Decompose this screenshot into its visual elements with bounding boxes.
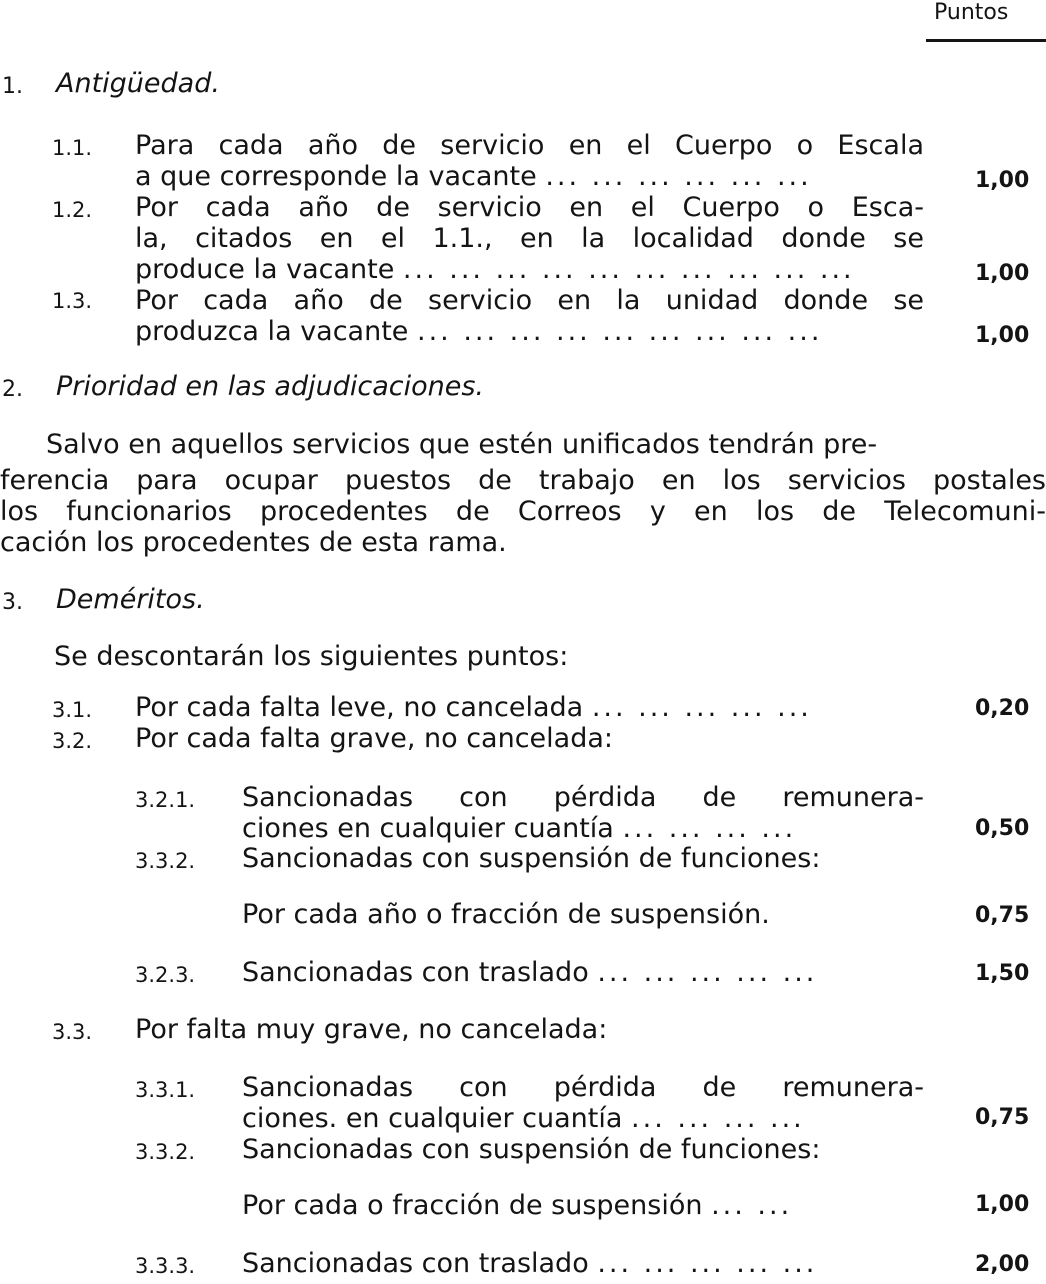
item-1-2-line-1: Por cada año de servicio en el Cuerpo o Esca- <box>135 192 924 223</box>
item-3-3-2-points: 1,00 <box>975 1192 1030 1217</box>
item-3-3-2-text: Sancionadas con suspensión de funciones: <box>242 1134 821 1165</box>
item-3-3-1-text: ciones. en cualquier cuantía <box>242 1103 623 1134</box>
item-3-3-3-number: 3.3.3. <box>135 1254 196 1278</box>
header-rule <box>926 39 1046 42</box>
section-2-paragraph-line-2: ferencia para ocupar puestos de trabajo en los servicios postales <box>0 465 1046 496</box>
section-2-number: 2. <box>2 377 23 402</box>
item-3-3-1-points: 0,75 <box>975 1105 1030 1130</box>
item-3-3-3-text: Sancionadas con traslado <box>242 1248 589 1279</box>
item-3-2-1-number: 3.2.1. <box>135 788 196 812</box>
points-column-header: Puntos <box>934 0 1009 25</box>
item-3-2-3-leader: ... ... ... ... ... <box>597 957 818 988</box>
item-1-1-line-2 <box>135 161 812 192</box>
item-3-3-2-number: 3.3.2. <box>135 1140 196 1164</box>
item-1-3-leader: ... ... ... ... ... ... ... ... ... <box>417 316 823 347</box>
item-3-3-1-leader: ... ... ... ... <box>631 1103 805 1134</box>
item-1-1-text: a que corresponde la vacante <box>135 161 537 192</box>
section-2-title: Prioridad en las adjudicaciones. <box>56 371 484 402</box>
section-1-number: 1. <box>2 74 23 99</box>
item-1-1-leader: ... ... ... ... ... ... <box>545 161 812 192</box>
item-3-2-1-line-1: Sancionadas con pérdida de remunera- <box>242 782 924 813</box>
section-2-paragraph-line-3: los funcionarios procedentes de Correos y en los de Telecomuni- <box>0 496 1046 527</box>
item-3-3-2-detail-line <box>242 1190 792 1221</box>
section-2-paragraph-line-1: Salvo en aquellos servicios que estén unificados tendrán pre- <box>46 429 878 460</box>
item-3-3-1-line-1: Sancionadas con pérdida de remunera- <box>242 1072 924 1103</box>
item-3-2-2-number: 3.3.2. <box>135 849 196 873</box>
item-3-2-number: 3.2. <box>52 729 93 753</box>
item-1-3-text: produzca la vacante <box>135 316 409 347</box>
item-1-3-line-1: Por cada año de servicio en la unidad donde se <box>135 285 924 316</box>
item-3-2-3-line <box>242 957 817 988</box>
item-3-1-text: Por cada falta leve, no cancelada <box>135 692 584 723</box>
item-3-3-3-line <box>242 1248 817 1279</box>
item-1-2-leader: ... ... ... ... ... ... ... ... ... ... <box>402 254 855 285</box>
item-1-2-line-3 <box>135 254 855 285</box>
item-3-3-2-leader: ... ... <box>711 1190 793 1221</box>
section-1-title: Antigüedad. <box>56 68 220 99</box>
section-3-number: 3. <box>2 590 23 615</box>
item-1-2-text: produce la vacante <box>135 254 395 285</box>
item-1-3-line-2 <box>135 316 822 347</box>
item-1-2-line-2: la, citados en el 1.1., en la localidad donde se <box>135 223 924 254</box>
item-3-2-1-text: ciones en cualquier cuantía <box>242 813 614 844</box>
item-3-2-3-text: Sancionadas con traslado <box>242 957 589 988</box>
item-3-3-text: Por falta muy grave, no cancelada: <box>135 1014 608 1045</box>
item-3-3-number: 3.3. <box>52 1020 93 1044</box>
item-1-3-points: 1,00 <box>975 323 1030 348</box>
item-3-3-1-line-2 <box>242 1103 805 1134</box>
section-2-paragraph-line-4: cación los procedentes de esta rama. <box>0 527 507 558</box>
item-3-2-text: Por cada falta grave, no cancelada: <box>135 723 613 754</box>
item-1-2-number: 1.2. <box>52 198 93 222</box>
item-3-1-line <box>135 692 812 723</box>
item-3-2-1-leader: ... ... ... ... <box>622 813 797 844</box>
item-3-2-2-points: 0,75 <box>975 903 1030 928</box>
item-3-2-2-detail: Por cada año o fracción de suspensión. <box>242 899 770 930</box>
item-3-1-points: 0,20 <box>975 696 1030 721</box>
section-3-title: Deméritos. <box>56 584 205 615</box>
item-3-1-leader: ... ... ... ... ... <box>591 692 812 723</box>
item-1-1-number: 1.1. <box>52 136 93 160</box>
item-3-3-1-number: 3.3.1. <box>135 1078 196 1102</box>
item-3-2-3-points: 1,50 <box>975 961 1030 986</box>
item-3-1-number: 3.1. <box>52 698 93 722</box>
item-3-3-2-detail: Por cada o fracción de suspensión <box>242 1190 703 1221</box>
section-3-intro: Se descontarán los siguientes puntos: <box>54 641 569 672</box>
item-3-2-2-text: Sancionadas con suspensión de funciones: <box>242 843 821 874</box>
item-1-1-points: 1,00 <box>975 168 1030 193</box>
item-3-2-3-number: 3.2.3. <box>135 963 196 987</box>
item-3-3-3-leader: ... ... ... ... ... <box>597 1248 818 1279</box>
item-3-2-1-line-2 <box>242 813 796 844</box>
item-3-2-1-points: 0,50 <box>975 816 1030 841</box>
item-1-1-line-1: Para cada año de servicio en el Cuerpo o Escala <box>135 130 924 161</box>
item-1-2-points: 1,00 <box>975 261 1030 286</box>
item-3-3-3-points: 2,00 <box>975 1252 1030 1277</box>
item-1-3-number: 1.3. <box>52 289 93 313</box>
